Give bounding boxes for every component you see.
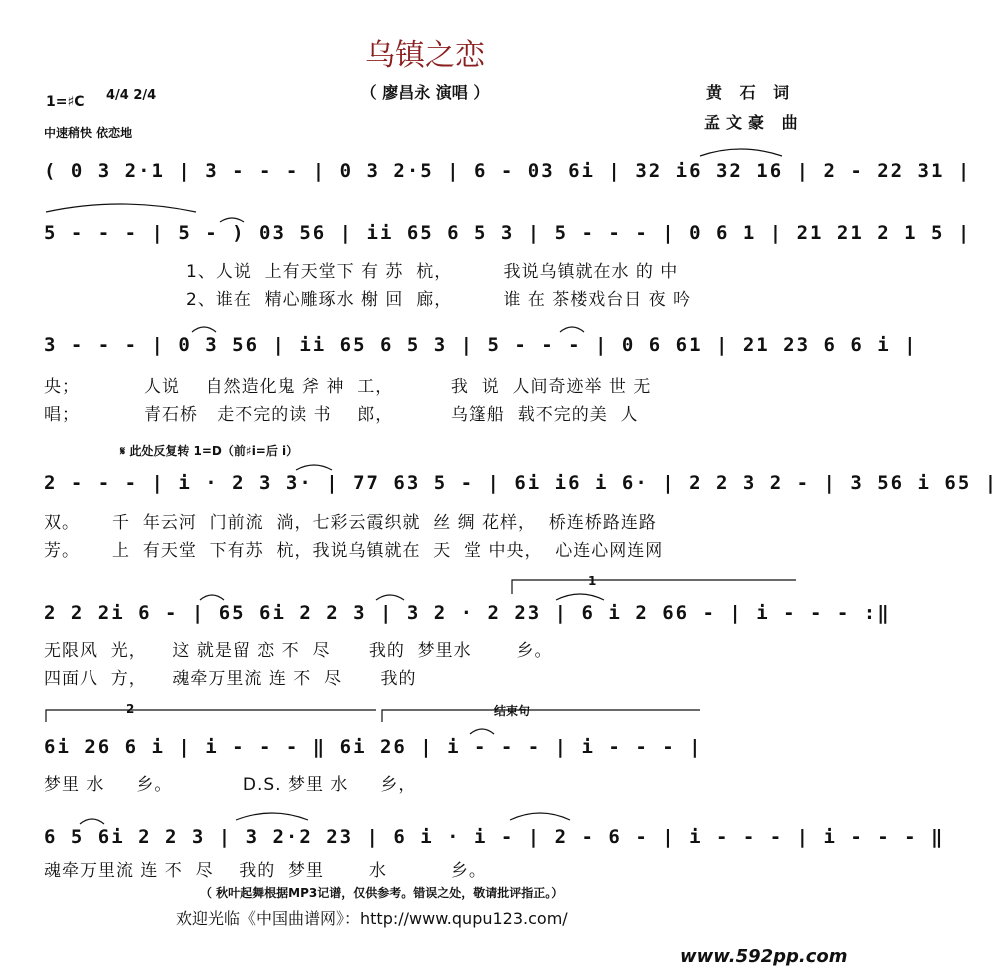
lyric-row-5-verse-2: 四面八 方， 魂牵万里流 连 不 尽 我的 <box>44 669 417 689</box>
volta-2-bracket <box>46 710 376 722</box>
song-title: 乌镇之恋 <box>365 38 485 73</box>
tie-mark <box>510 813 570 820</box>
tempo-marking: 中速稍快 依恋地 <box>44 126 133 140</box>
tie-mark <box>236 813 308 820</box>
tie-mark <box>556 594 604 600</box>
volta-1-bracket <box>512 580 796 594</box>
time-signature: 4/4 2/4 <box>106 88 157 103</box>
tie-mark <box>470 729 494 734</box>
lyric-row-6: 梦里 水 乡。 D.S. 梦里 水 乡， <box>44 775 417 795</box>
notation-row-2: 5 - - - | 5 - ) 03 56 | ii 65 6 5 3 | 5 - - - | 0 6 1 | 21 21 2 1 5 | <box>44 222 972 244</box>
lyric-row-4-verse-1: 双。 千 年云河 门前流 淌，七彩云霞织就 丝 绸 花样， 桥连桥路连路 <box>44 513 657 533</box>
lyricist-credit: 黄 石 词 <box>706 83 796 102</box>
site-link[interactable]: 欢迎光临《中国曲谱网》：http://www.qupu123.com/ <box>176 909 568 928</box>
tie-mark <box>192 327 216 332</box>
lyric-row-4-verse-2: 芳。 上 有天堂 下有苏 杭，我说乌镇就在 天 堂 中央， 心连心网连网 <box>44 541 664 561</box>
tie-mark <box>376 595 404 600</box>
lyric-row-5-verse-1: 无限风 光， 这 就是留 恋 不 尽 我的 梦里水 乡。 <box>44 641 553 661</box>
notation-row-3: 3 - - - | 0 3 56 | ii 65 6 5 3 | 5 - - - | 0 6 61 | 21 23 6 6 i | <box>44 334 918 356</box>
tie-mark <box>220 218 244 222</box>
tie-mark <box>700 149 782 156</box>
tie-mark <box>296 465 332 470</box>
singer-credit: （ 廖昌永 演唱 ） <box>360 83 490 102</box>
tie-mark <box>200 595 224 600</box>
notation-row-6: 6i 26 6 i | i - - - ‖ 6i 26 | i - - - | i - - - | <box>44 736 703 758</box>
lyric-row-2-verse-2: 2、谁在 精心雕琢水 榭 回 廊， 谁 在 茶楼戏台日 夜 吟 <box>186 290 692 310</box>
transcriber-note: （ 秋叶起舞根据MP3记谱，仅供参考。错误之处，敬请批评指正。） <box>200 886 564 900</box>
lyric-row-2-verse-1: 1、人说 上有天堂下 有 苏 杭， 我说乌镇就在水 的 中 <box>186 262 679 282</box>
tie-mark <box>560 327 584 332</box>
notation-row-4: 2 - - - | i · 2 3 3· | 77 63 5 - | 6i i6 i 6· | 2 2 3 2 - | 3 56 i 65 | <box>44 472 998 494</box>
ending-label: 结束句 <box>494 704 531 718</box>
composer-credit: 孟文豪 曲 <box>704 113 804 132</box>
lyric-row-3-verse-1: 央； 人说 自然造化鬼 斧 神 工， 我 说 人间奇迹举 世 无 <box>44 377 652 397</box>
notation-row-7: 6 5 6i 2 2 3 | 3 2·2 23 | 6 i · i - | 2 - 6 - | i - - - | i - - - ‖ <box>44 826 945 848</box>
key-signature: 1=♯C <box>46 94 85 110</box>
notation-row-5: 2 2 2i 6 - | 65 6i 2 2 3 | 3 2 · 2 23 | 6 i 2 66 - | i - - - :‖ <box>44 602 891 624</box>
volta-2-label: 2 <box>126 702 135 716</box>
notation-row-1: ( 0 3 2·1 | 3 - - - | 0 3 2·5 | 6 - 03 6i | 32 i6 32 16 | 2 - 22 31 | <box>44 160 972 182</box>
lyric-row-3-verse-2: 唱； 青石桥 走不完的读 书 郎， 乌篷船 载不完的美 人 <box>44 405 639 425</box>
volta-1-label: 1 <box>588 574 597 588</box>
ending-bracket <box>382 710 700 722</box>
tie-mark <box>80 819 104 824</box>
watermark: www.592pp.com <box>680 946 848 967</box>
tie-mark <box>46 204 196 212</box>
segno-annotation: 𝄋 此处反复转 1=D（前♯i=后 i） <box>120 444 299 458</box>
lyric-row-7: 魂牵万里流 连 不 尽 我的 梦里 水 乡。 <box>44 861 487 881</box>
